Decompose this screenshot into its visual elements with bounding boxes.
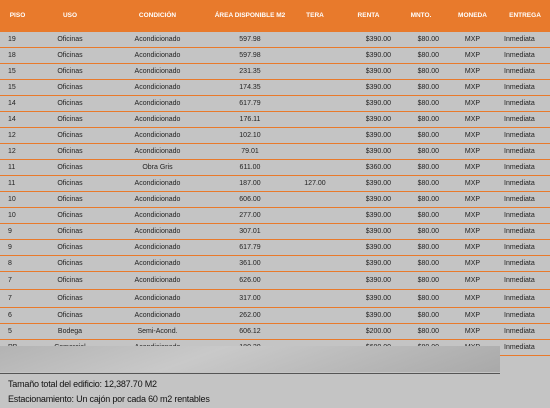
cell-piso: 15 [0, 64, 35, 80]
cell-entrega: Inmediata [500, 80, 550, 96]
cell-area: 597.98 [210, 32, 290, 48]
cell-entrega: Inmediata [500, 272, 550, 290]
cell-renta: $390.00 [340, 224, 397, 240]
cell-uso: Oficinas [35, 128, 105, 144]
cell-piso: 6 [0, 308, 35, 324]
cell-piso: 12 [0, 144, 35, 160]
table-row [0, 32, 550, 48]
cell-uso: Oficinas [35, 290, 105, 308]
cell-moneda: MXP [445, 308, 500, 324]
table-header-row [0, 0, 550, 32]
cell-entrega: Inmediata [500, 128, 550, 144]
header-piso: PISO [0, 0, 35, 32]
cell-uso: Oficinas [35, 192, 105, 208]
cell-area: 361.00 [210, 256, 290, 272]
cell-piso: 12 [0, 128, 35, 144]
cell-entrega: Inmediata [500, 112, 550, 128]
cell-tera [290, 144, 340, 160]
cell-area: 606.12 [210, 324, 290, 340]
cell-area: 79.01 [210, 144, 290, 160]
cell-entrega: Inmediata [500, 144, 550, 160]
cell-tera [290, 80, 340, 96]
cell-condicion: Acondicionado [105, 272, 210, 290]
cell-mnto: $80.00 [397, 256, 445, 272]
cell-area: 606.00 [210, 192, 290, 208]
cell-uso: Oficinas [35, 224, 105, 240]
cell-tera [290, 256, 340, 272]
table-row [0, 256, 550, 272]
cell-tera: 127.00 [290, 176, 340, 192]
cell-area: 617.79 [210, 240, 290, 256]
cell-entrega: Inmediata [500, 32, 550, 48]
cell-entrega: Inmediata [500, 256, 550, 272]
cell-piso: 11 [0, 176, 35, 192]
cell-tera [290, 32, 340, 48]
table-row [0, 192, 550, 208]
cell-uso: Oficinas [35, 272, 105, 290]
cell-renta: $390.00 [340, 240, 397, 256]
cell-renta: $390.00 [340, 208, 397, 224]
cell-area: 231.35 [210, 64, 290, 80]
cell-renta: $390.00 [340, 64, 397, 80]
cell-uso: Oficinas [35, 48, 105, 64]
cell-area: 611.00 [210, 160, 290, 176]
cell-condicion: Acondicionado [105, 32, 210, 48]
cell-moneda: MXP [445, 176, 500, 192]
cell-condicion: Acondicionado [105, 192, 210, 208]
cell-mnto: $80.00 [397, 144, 445, 160]
cell-piso: 14 [0, 112, 35, 128]
cell-tera [290, 208, 340, 224]
cell-entrega: Inmediata [500, 224, 550, 240]
cell-uso: Oficinas [35, 64, 105, 80]
cell-renta: $390.00 [340, 80, 397, 96]
cell-entrega: Inmediata [500, 64, 550, 80]
cell-mnto: $80.00 [397, 128, 445, 144]
cell-tera [290, 224, 340, 240]
cell-condicion: Acondicionado [105, 176, 210, 192]
cell-entrega: Inmediata [500, 208, 550, 224]
cell-condicion: Semi-Acond. [105, 324, 210, 340]
cell-moneda: MXP [445, 256, 500, 272]
cell-renta: $390.00 [340, 176, 397, 192]
cell-condicion: Acondicionado [105, 144, 210, 160]
cell-uso: Oficinas [35, 160, 105, 176]
cell-moneda: MXP [445, 192, 500, 208]
cell-condicion: Acondicionado [105, 48, 210, 64]
cell-moneda: MXP [445, 112, 500, 128]
cell-moneda: MXP [445, 290, 500, 308]
table-row [0, 160, 550, 176]
cell-condicion: Acondicionado [105, 80, 210, 96]
cell-moneda: MXP [445, 324, 500, 340]
cell-area: 176.11 [210, 112, 290, 128]
cell-tera [290, 290, 340, 308]
cell-moneda: MXP [445, 240, 500, 256]
cell-area: 317.00 [210, 290, 290, 308]
cell-area: 187.00 [210, 176, 290, 192]
cell-uso: Oficinas [35, 240, 105, 256]
cell-renta: $390.00 [340, 112, 397, 128]
cell-area: 626.00 [210, 272, 290, 290]
cell-piso: 11 [0, 160, 35, 176]
cell-area: 102.10 [210, 128, 290, 144]
cell-area: 617.79 [210, 96, 290, 112]
cell-moneda: MXP [445, 80, 500, 96]
table-row [0, 80, 550, 96]
cell-piso: 18 [0, 48, 35, 64]
cell-area: 262.00 [210, 308, 290, 324]
cell-moneda: MXP [445, 208, 500, 224]
cell-uso: Oficinas [35, 32, 105, 48]
cell-renta: $390.00 [340, 144, 397, 160]
cell-renta: $390.00 [340, 256, 397, 272]
cell-mnto: $80.00 [397, 160, 445, 176]
table-row [0, 48, 550, 64]
cell-mnto: $80.00 [397, 208, 445, 224]
cell-renta: $360.00 [340, 160, 397, 176]
cell-moneda: MXP [445, 48, 500, 64]
cell-mnto: $80.00 [397, 32, 445, 48]
cell-condicion: Acondicionado [105, 64, 210, 80]
cell-renta: $390.00 [340, 192, 397, 208]
cell-moneda: MXP [445, 224, 500, 240]
cell-mnto: $80.00 [397, 240, 445, 256]
cell-condicion: Acondicionado [105, 290, 210, 308]
table-row [0, 144, 550, 160]
cell-area: 174.35 [210, 80, 290, 96]
cell-piso: 9 [0, 224, 35, 240]
cell-entrega: Inmediata [500, 240, 550, 256]
cell-mnto: $80.00 [397, 272, 445, 290]
cell-entrega: Inmediata [500, 48, 550, 64]
cell-moneda: MXP [445, 272, 500, 290]
cell-mnto: $80.00 [397, 48, 445, 64]
cell-uso: Bodega [35, 324, 105, 340]
header-uso: USO [35, 0, 105, 32]
cell-area: 597.98 [210, 48, 290, 64]
header-entrega: ENTREGA [500, 0, 550, 32]
cell-uso: Oficinas [35, 308, 105, 324]
cell-uso: Oficinas [35, 256, 105, 272]
header-moneda: MONEDA [445, 0, 500, 32]
cell-mnto: $80.00 [397, 64, 445, 80]
cell-renta: $390.00 [340, 290, 397, 308]
cell-renta: $390.00 [340, 48, 397, 64]
cell-entrega: Inmediata [500, 340, 550, 356]
cell-tera [290, 128, 340, 144]
cell-mnto: $80.00 [397, 308, 445, 324]
table-row [0, 224, 550, 240]
header-area: ÁREA DISPONIBLE M2 [210, 0, 290, 32]
cell-tera [290, 324, 340, 340]
table-row [0, 308, 550, 324]
cell-piso: 15 [0, 80, 35, 96]
parking-note: Estacionamiento: Un cajón por cada 60 m2 rentables [8, 394, 210, 404]
cell-entrega: Inmediata [500, 324, 550, 340]
cell-mnto: $80.00 [397, 176, 445, 192]
cell-condicion: Acondicionado [105, 256, 210, 272]
cell-condicion: Acondicionado [105, 112, 210, 128]
cell-condicion: Acondicionado [105, 208, 210, 224]
cell-mnto: $80.00 [397, 224, 445, 240]
cell-tera [290, 96, 340, 112]
cell-condicion: Acondicionado [105, 96, 210, 112]
cell-piso: 10 [0, 192, 35, 208]
table-row [0, 96, 550, 112]
cell-tera [290, 308, 340, 324]
table-row [0, 112, 550, 128]
cell-renta: $390.00 [340, 128, 397, 144]
cell-renta: $200.00 [340, 324, 397, 340]
header-mnto: MNTO. [397, 0, 445, 32]
cell-mnto: $80.00 [397, 96, 445, 112]
cell-moneda: MXP [445, 160, 500, 176]
cell-condicion: Acondicionado [105, 224, 210, 240]
table-row [0, 240, 550, 256]
cell-piso: 14 [0, 96, 35, 112]
table-row [0, 176, 550, 192]
cell-entrega: Inmediata [500, 308, 550, 324]
cell-uso: Oficinas [35, 112, 105, 128]
decorative-band [0, 346, 500, 372]
cell-condicion: Obra Gris [105, 160, 210, 176]
table-body [0, 32, 550, 370]
cell-entrega: Inmediata [500, 290, 550, 308]
cell-piso: 8 [0, 256, 35, 272]
cell-area: 307.01 [210, 224, 290, 240]
cell-uso: Oficinas [35, 176, 105, 192]
cell-tera [290, 64, 340, 80]
header-condicion: CONDICIÓN [105, 0, 210, 32]
cell-tera [290, 112, 340, 128]
cell-entrega: Inmediata [500, 192, 550, 208]
cell-entrega: Inmediata [500, 176, 550, 192]
cell-piso: 5 [0, 324, 35, 340]
table-row [0, 272, 550, 290]
cell-piso: 7 [0, 272, 35, 290]
cell-renta: $390.00 [340, 32, 397, 48]
cell-piso: 7 [0, 290, 35, 308]
header-tera: TERA [290, 0, 340, 32]
cell-piso: 19 [0, 32, 35, 48]
cell-condicion: Acondicionado [105, 240, 210, 256]
cell-piso: 10 [0, 208, 35, 224]
cell-mnto: $80.00 [397, 80, 445, 96]
cell-tera [290, 272, 340, 290]
cell-mnto: $80.00 [397, 290, 445, 308]
cell-uso: Oficinas [35, 96, 105, 112]
cell-piso: 9 [0, 240, 35, 256]
cell-renta: $390.00 [340, 272, 397, 290]
cell-tera [290, 240, 340, 256]
cell-uso: Oficinas [35, 80, 105, 96]
cell-uso: Oficinas [35, 208, 105, 224]
cell-area: 277.00 [210, 208, 290, 224]
table-row [0, 290, 550, 308]
table-row [0, 128, 550, 144]
cell-mnto: $80.00 [397, 192, 445, 208]
divider [0, 373, 500, 374]
cell-mnto: $80.00 [397, 324, 445, 340]
cell-entrega: Inmediata [500, 160, 550, 176]
cell-condicion: Acondicionado [105, 308, 210, 324]
header-renta: RENTA [340, 0, 397, 32]
cell-moneda: MXP [445, 32, 500, 48]
cell-moneda: MXP [445, 128, 500, 144]
table-row [0, 324, 550, 340]
cell-moneda: MXP [445, 64, 500, 80]
cell-renta: $390.00 [340, 96, 397, 112]
cell-moneda: MXP [445, 96, 500, 112]
cell-uso: Oficinas [35, 144, 105, 160]
cell-renta: $390.00 [340, 308, 397, 324]
table-row [0, 208, 550, 224]
cell-mnto: $80.00 [397, 112, 445, 128]
cell-entrega: Inmediata [500, 96, 550, 112]
table-row [0, 64, 550, 80]
cell-condicion: Acondicionado [105, 128, 210, 144]
cell-tera [290, 192, 340, 208]
cell-moneda: MXP [445, 144, 500, 160]
building-size-note: Tamaño total del edificio: 12,387.70 M2 [8, 379, 157, 389]
cell-tera [290, 160, 340, 176]
cell-tera [290, 48, 340, 64]
